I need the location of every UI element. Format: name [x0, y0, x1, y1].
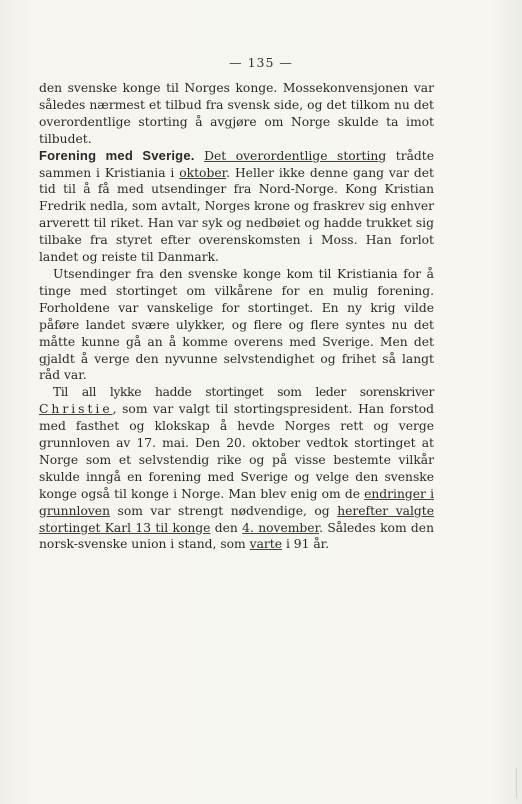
underlined-word: oktober — [179, 165, 227, 180]
page-number: — 135 — — [229, 55, 293, 70]
paragraph-2 — [39, 148, 434, 266]
underlined-phrase: endringer i grunnloven — [39, 486, 434, 518]
body-text — [39, 80, 434, 553]
underlined-date: 4. november — [242, 520, 320, 535]
text-span: som var strengt nødvendige, og — [110, 503, 338, 518]
text-span: trådte sammen i Kristiania i — [39, 148, 434, 180]
underlined-phrase: Det overordentlige storting — [204, 148, 387, 163]
section-heading: Forening med Sverige. — [39, 147, 195, 163]
text-span: i 91 år. — [282, 537, 330, 552]
underlined-phrase: herefter valgte stortinget Karl 13 til konge — [39, 503, 434, 535]
text-span: , som var valgt til stortingspresident. Han forstod med fasthet og klokskap å hevde Norges rett og verge grunnloven av 17. mai. Den 20. oktober vedtok stortinget at Norge som et selvstendig rike og på visse bestemte vilkår skulde inngå en forening med Sverige og velge den svenske konge også til konge i Norge. Man blev enig om de — [39, 402, 434, 501]
text-span: . Heller ikke denne gang var det tid til å få med utsendinger fra Nord-Norge. Kong Kristian Fredrik nedla, som avtalt, Norges krone og fraskrev sig enhver arverett til riket. Han var syk og nedbøiet og hadde trukket sig tilbake fra styret efter overenskomsten i Moss. Han forlot landet og reiste til Danmark. — [39, 165, 435, 265]
text-span: Til all lykke hadde stortinget som leder sorenskriver — [53, 385, 434, 400]
underlined-name: Christie — [39, 402, 113, 417]
paragraph-3: Utsendinger fra den svenske konge kom til Kristiania for å tinge med stortinget om vilkårene for en mulig forening. Forholdene var vanskelige for stortinget. En ny krig vilde påføre landet svære ulykker, og flere og flere syntes nu det måtte kunne gå an å komme overens med Sverige. Men det gjaldt å verge den nyvunne selvstendighet og frihet så langt råd var. — [39, 266, 434, 383]
text-span: . Således kom den norsk-svenske union i stand, som — [39, 520, 435, 552]
paragraph-1: den svenske konge til Norges konge. Mossekonvensjonen var således nærmest et tilbud fra svensk side, og det tilkom nu det overordentlige storting å avgjøre om Norge skulde ta imot tilbudet. — [39, 81, 434, 146]
text-span: den — [210, 520, 243, 535]
paragraph-4 — [39, 384, 434, 553]
underlined-word: varte — [249, 537, 283, 552]
page-edge-mark — [516, 768, 522, 798]
